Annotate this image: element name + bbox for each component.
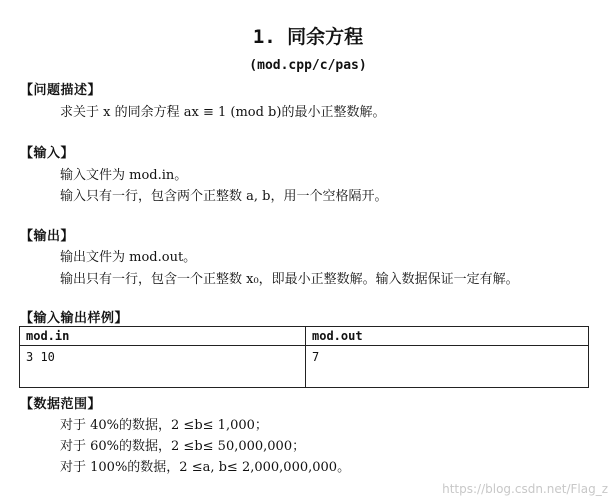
- source-files: (mod.cpp/c/pas): [249, 58, 367, 73]
- input-format-line: 输入只有一行，包含两个正整数 a, b，用一个空格隔开。: [60, 189, 388, 204]
- watermark-text: https://blog.csdn.net/Flag_z: [442, 482, 608, 496]
- sample-heading: 【输入输出样例】: [20, 311, 129, 326]
- input-heading: 【输入】: [20, 146, 75, 161]
- sample-input-header: mod.in: [20, 327, 306, 346]
- range-line-60: 对于 60%的数据，2 ≤b≤ 50,000,000；: [60, 439, 306, 454]
- range-line-100: 对于 100%的数据，2 ≤a, b≤ 2,000,000,000。: [60, 460, 351, 475]
- output-heading: 【输出】: [20, 229, 75, 244]
- output-file-line: 输出文件为 mod.out。: [60, 250, 197, 265]
- range-heading: 【数据范围】: [20, 397, 102, 412]
- description-text: 求关于 x 的同余方程 ax ≡ 1 (mod b)的最小正整数解。: [60, 105, 386, 120]
- input-file-line: 输入文件为 mod.in。: [60, 168, 188, 183]
- description-heading: 【问题描述】: [20, 83, 102, 98]
- output-format-line: 输出只有一行，包含一个正整数 x₀，即最小正整数解。输入数据保证一定有解。: [60, 272, 519, 287]
- problem-title: 1. 同余方程: [252, 26, 364, 48]
- sample-output-value: 7: [312, 350, 320, 364]
- sample-table: [19, 326, 589, 388]
- sample-input-value: 3 10: [20, 346, 306, 387]
- range-line-40: 对于 40%的数据，2 ≤b≤ 1,000；: [60, 418, 268, 433]
- sample-output-header: mod.out: [306, 327, 588, 346]
